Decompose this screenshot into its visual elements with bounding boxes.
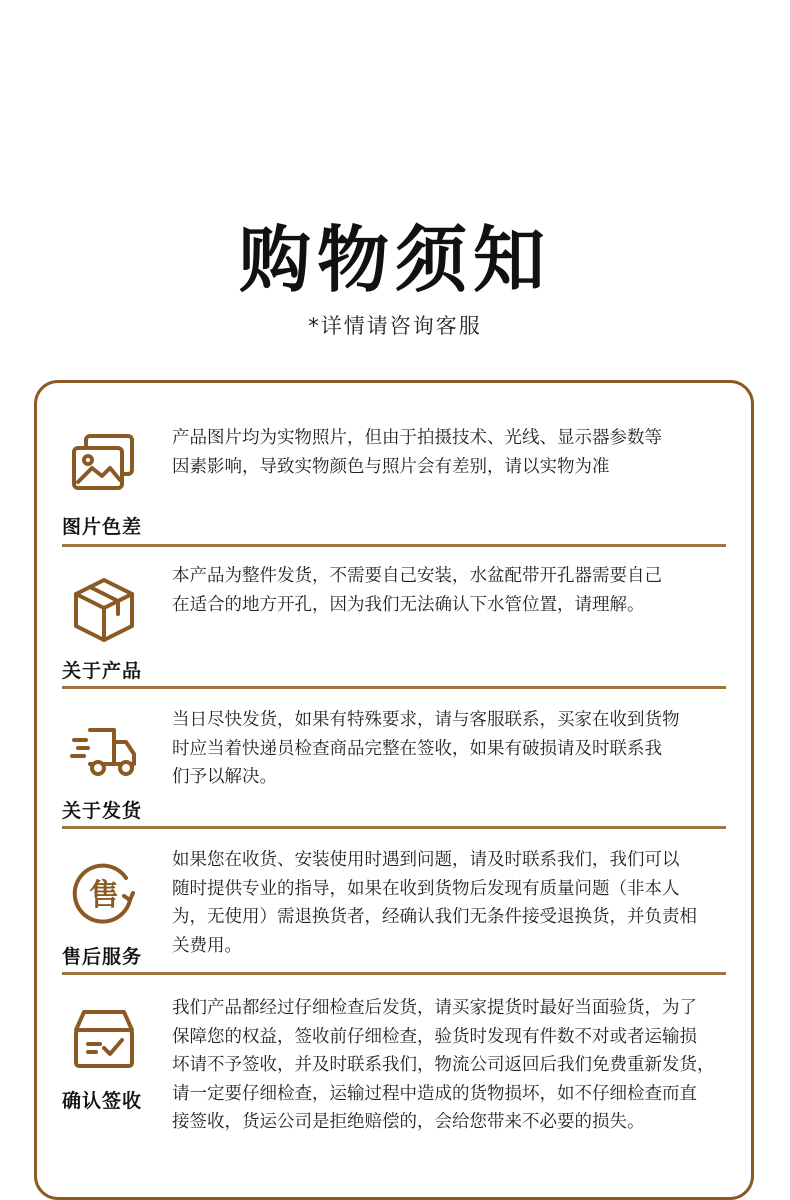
section-label: 关于产品 [62,660,143,682]
description-line: 保障您的权益，签收前仔细检查，验货时发现有件数不对或者运输损 [172,1026,697,1047]
section-description [172,562,728,619]
section-after-sales [62,842,726,972]
svg-text:售: 售 [89,878,119,913]
description-line: 请一定要仔细检查，运输过程中造成的货物损坏，如不仔细检查而直 [172,1083,697,1104]
description-line: 坏请不予签收，并及时联系我们，物流公司返回后我们免费重新发货， [172,1055,715,1075]
after-sales-icon [70,860,138,928]
section-divider [62,972,726,975]
section-description [172,994,728,1137]
page-subtitle: *详情请咨询客服 [308,314,482,338]
box-icon [70,576,138,644]
delivery-truck-icon [70,716,138,784]
description-line: 时应当着快递员检查商品完整在签收，如果有破损请及时联系我 [172,738,662,759]
description-line: 产品图片均为实物照片，但由于拍摄技术、光线、显示器参数等 [172,428,662,448]
description-line: 我们产品都经过仔细检查后发货，请买家提货时最好当面验货，为了 [172,998,697,1018]
description-line: 随时提供专业的指导，如果在收到货物后发现有质量问题（非本人 [172,878,680,899]
section-description [172,846,728,960]
description-line: 接签收，货运公司是拒绝赔偿的，会给您带来不必要的损失。 [172,1112,645,1132]
section-label: 确认签收 [62,1090,143,1112]
section-confirm-receipt [62,988,726,1139]
image-icon [70,432,138,500]
description-line: 本产品为整件发货，不需要自己安装，水盆配带开孔器需要自己 [172,566,662,586]
description-line: 们予以解决。 [172,767,277,787]
section-about-shipping [62,702,726,826]
description-line: 在适合的地方开孔，因为我们无法确认下水管位置，请理解。 [172,594,645,615]
description-line: 当日尽快发货，如果有特殊要求，请与客服联系，买家在收到货物 [172,710,680,730]
section-label: 关于发货 [62,800,143,822]
page-title: 购物须知 [238,218,551,302]
description-line: 如果您在收货、安装使用时遇到问题，请及时联系我们，我们可以 [172,850,680,870]
section-about-product [62,560,726,686]
description-line: 为，无使用）需退换货者，经确认我们无条件接受退换货，并负责相 [172,907,697,927]
section-description [172,706,728,792]
section-description [172,424,728,481]
section-divider [62,544,726,547]
section-color-difference [62,420,726,544]
description-line: 关费用。 [172,935,242,956]
section-divider [62,826,726,829]
section-label: 售后服务 [62,946,143,968]
section-divider [62,686,726,689]
sign-receipt-icon [70,1006,138,1074]
description-line: 因素影响，导致实物颜色与照片会有差别，请以实物为准 [172,456,610,477]
section-label: 图片色差 [62,516,143,538]
